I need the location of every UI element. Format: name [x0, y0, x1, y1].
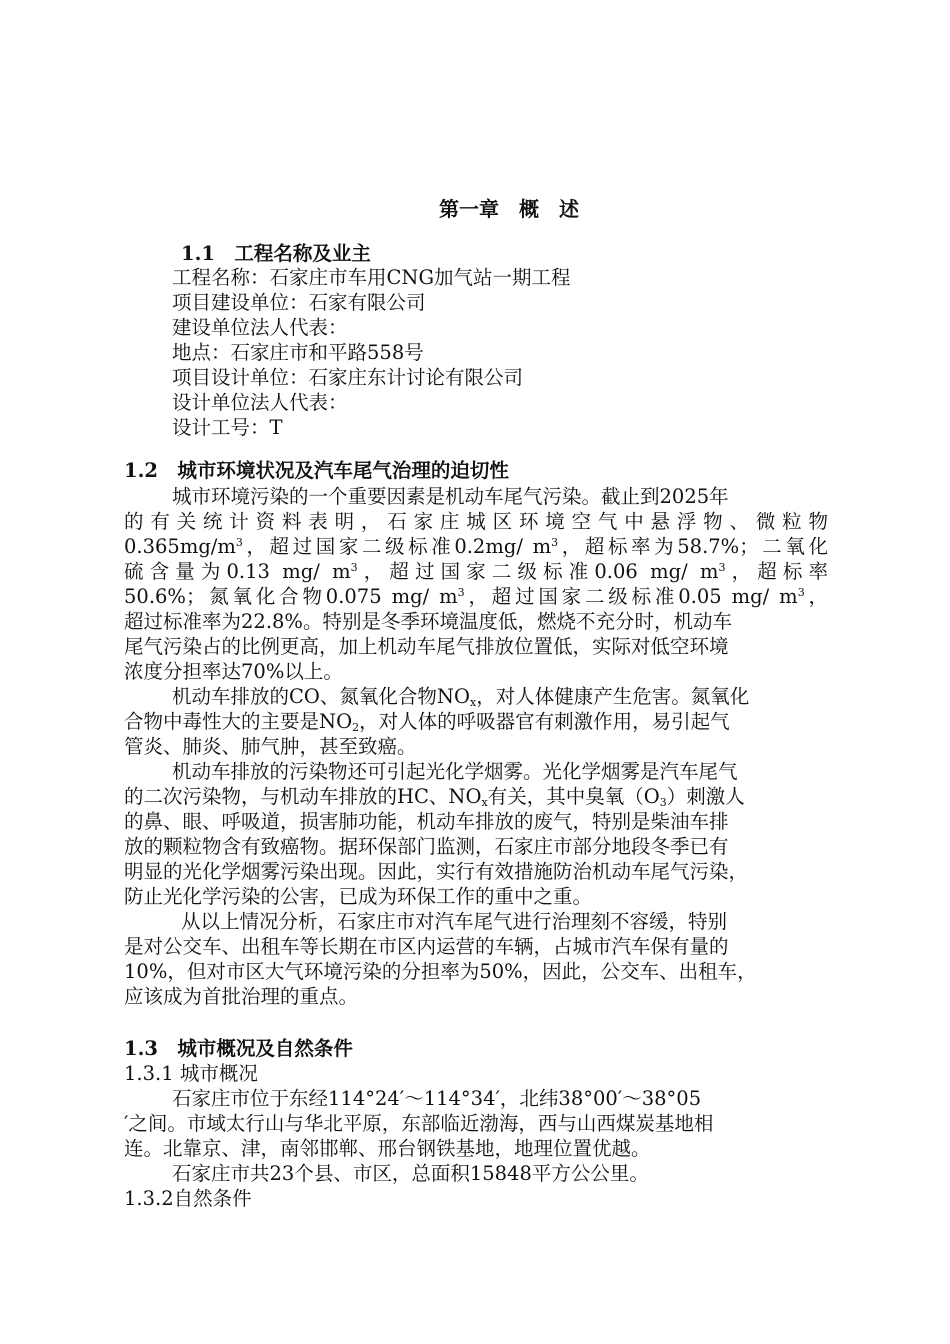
info-builder-rep: 建设单位法人代表： — [172, 316, 348, 339]
paragraph-line: 50.6%；氮氧化合物0.075 mg/ $m^3$，超过国家二级标准0.05 mg/ $m^3$， — [124, 585, 828, 608]
paragraph-line: 石家庄市共23个县、市区，总面积15848平方公公里。 — [172, 1162, 649, 1185]
paragraph-line: 10%，但对市区大气环境污染的分担率为50%，因此，公交车、出租车， — [124, 960, 757, 983]
paragraph-line: 城市环境污染的一个重要因素是机动车尾气污染。截止到2025年 — [172, 485, 729, 508]
subsection-1-3-2-title: 1.3.2自然条件 — [124, 1187, 252, 1210]
info-design-number: 设计工号：T — [172, 416, 283, 439]
paragraph-line: 的鼻、眼、呼吸道，损害肺功能，机动车排放的废气，特别是柴油车排 — [124, 810, 729, 833]
paragraph-line: 放的颗粒物含有致癌物。据环保部门监测，石家庄市部分地段冬季已有 — [124, 835, 729, 858]
info-designer: 项目设计单位：石家庄东计讨论有限公司 — [172, 366, 524, 389]
info-designer-rep: 设计单位法人代表： — [172, 391, 348, 414]
paragraph-line: ′之间。市域太行山与华北平原，东部临近渤海，西与山西煤炭基地相 — [124, 1112, 714, 1135]
paragraph-line: 石家庄市位于东经114°24′～114°34′，北纬38°00′～38°05 — [172, 1087, 702, 1110]
paragraph-line: 从以上情况分析，石家庄市对汽车尾气进行治理刻不容缓，特别 — [181, 910, 728, 933]
paragraph-line: 尾气污染占的比例更高，加上机动车尾气排放位置低，实际对低空环境 — [124, 635, 729, 658]
paragraph-line: 的有关统计资料表明，石家庄城区环境空气中悬浮物、微粒物 — [124, 510, 828, 533]
subsection-1-3-1-title: 1.3.1 城市概况 — [124, 1062, 258, 1085]
paragraph-line: 管炎、肺炎、肺气肿，甚至致癌。 — [124, 735, 417, 758]
paragraph-line: 合物中毒性大的主要是$NO_2$，对人体的呼吸器官有刺激作用，易引起气 — [124, 710, 730, 734]
section-1-2-title: 1.2 城市环境状况及汽车尾气治理的迫切性 — [124, 459, 509, 482]
paragraph-line: 应该成为首批治理的重点。 — [124, 985, 359, 1008]
section-1-3-title: 1.3 城市概况及自然条件 — [124, 1037, 353, 1060]
paragraph-line: 的二次污染物，与机动车排放的HC、$NO_x$有关，其中臭氧$(O_3)$刺激人 — [124, 785, 745, 809]
paragraph-line: 硫含量为0.13 mg/ $m^3$，超过国家二级标准0.06 mg/ $m^3$，超标率 — [124, 560, 828, 583]
paragraph-line: 超过标准率为22.8%。特别是冬季环境温度低，燃烧不充分时，机动车 — [124, 610, 732, 633]
paragraph-line: 浓度分担率达70%以上。 — [124, 660, 343, 683]
info-project-name: 工程名称：石家庄市车用CNG加气站一期工程 — [172, 266, 571, 289]
paragraph-line: 连。北靠京、津，南邻邯郸、邢台钢铁基地，地理位置优越。 — [124, 1137, 651, 1160]
paragraph-line: 机动车排放的污染物还可引起光化学烟雾。光化学烟雾是汽车尾气 — [172, 760, 738, 783]
paragraph-line: $0.365mg/m^3$，超过国家二级标准0.2mg/ $m^3$，超标率为58.7%；二氧化 — [124, 535, 828, 558]
section-1-1-title: 1.1 工程名称及业主 — [181, 242, 371, 265]
paragraph-line: 机动车排放的CO、氮氧化合物$NO_x$，对人体健康产生危害。氮氧化 — [172, 685, 750, 709]
paragraph-line: 防止光化学污染的公害，已成为环保工作的重中之重。 — [124, 885, 593, 908]
chapter-title: 第一章 概 述 — [439, 197, 579, 221]
info-location: 地点：石家庄市和平路558号 — [172, 341, 424, 364]
paragraph-line: 是对公交车、出租车等长期在市区内运营的车辆，占城市汽车保有量的 — [124, 935, 729, 958]
paragraph-line: 明显的光化学烟雾污染出现。因此，实行有效措施防治机动车尾气污染， — [124, 860, 749, 883]
info-builder: 项目建设单位：石家有限公司 — [172, 291, 426, 314]
